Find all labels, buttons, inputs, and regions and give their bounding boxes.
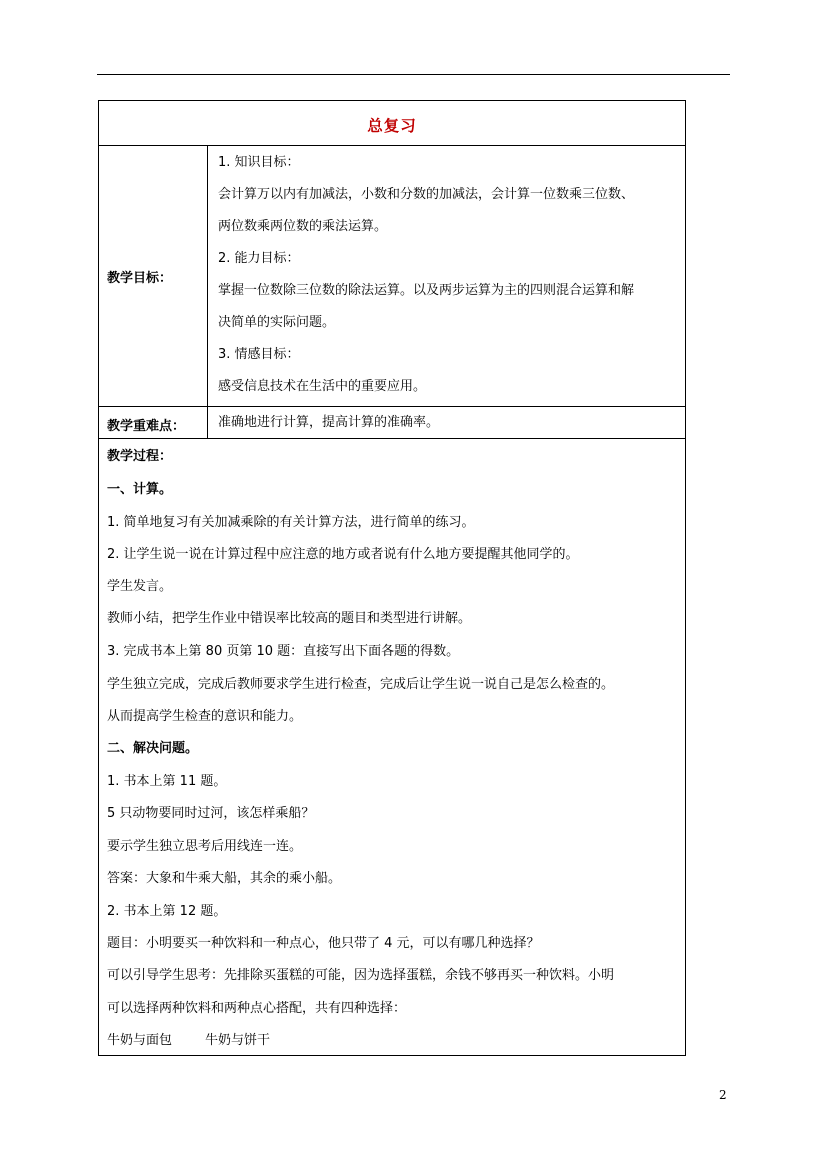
- process-line: 要示学生独立思考后用线连一连。: [107, 839, 303, 854]
- key-points-content: [208, 407, 685, 438]
- process-line: 答案：大象和牛乘大船，其余的乘小船。: [107, 871, 342, 886]
- process-line: 3. 完成书本上第 80 页第 10 题：直接写出下面各题的得数。: [107, 644, 460, 659]
- process-line: 学生发言。: [107, 579, 173, 594]
- goal-line: 两位数乘两位数的乘法运算。: [218, 219, 388, 234]
- process-line: 牛奶与面包 牛奶与饼干: [107, 1033, 271, 1048]
- process-line: 1. 简单地复习有关加减乘除的有关计算方法，进行简单的练习。: [107, 515, 475, 530]
- key-points-label: 教学重难点：: [107, 419, 186, 434]
- process-line: 2. 书本上第 12 题。: [107, 904, 227, 919]
- goal-line: 掌握一位数除三位数的除法运算。以及两步运算为主的四则混合运算和解: [218, 283, 635, 298]
- process-line: 学生独立完成，完成后教师要求学生进行检查，完成后让学生说一说自己是怎么检查的。: [107, 677, 615, 692]
- goal-line: 1. 知识目标：: [218, 155, 300, 170]
- process-line: 教师小结，把学生作业中错误率比较高的题目和类型进行讲解。: [107, 611, 472, 626]
- key-points-row: [99, 407, 685, 439]
- process-line: 1. 书本上第 11 题。: [107, 774, 227, 789]
- process-line: 2. 让学生说一说在计算过程中应注意的地方或者说有什么地方要提醒其他同学的。: [107, 547, 579, 562]
- page-title: 总复习: [367, 117, 417, 135]
- teaching-goals-row: [99, 146, 685, 407]
- section-heading-problem-solving: 二、解决问题。: [107, 741, 199, 756]
- process-line: 5 只动物要同时过河，该怎样乘船？: [107, 806, 315, 821]
- title-row: [99, 101, 685, 146]
- process-line: 题目：小明要买一种饮料和一种点心，他只带了 4 元，可以有哪几种选择？: [107, 936, 540, 951]
- lesson-plan-table: [98, 100, 686, 1056]
- process-line: 从而提高学生检查的意识和能力。: [107, 709, 303, 724]
- goal-line: 2. 能力目标：: [218, 251, 300, 266]
- page-number: 2: [719, 1088, 727, 1102]
- teaching-process-row: [99, 439, 685, 1055]
- process-line: 可以选择两种饮料和两种点心搭配，共有四种选择：: [107, 1001, 407, 1016]
- key-points-label-cell: [99, 407, 208, 438]
- process-line: 可以引导学生思考：先排除买蛋糕的可能，因为选择蛋糕，余钱不够再买一种饮料。小明: [107, 968, 615, 983]
- header-rule: [97, 74, 730, 75]
- teaching-goals-content: [208, 146, 685, 406]
- goal-line: 会计算万以内有加减法，小数和分数的加减法，会计算一位数乘三位数、: [218, 187, 635, 202]
- teaching-goals-label-cell: [99, 146, 208, 406]
- section-heading-calculation: 一、计算。: [107, 482, 173, 497]
- goal-line: 决简单的实际问题。: [218, 315, 336, 330]
- teaching-goals-label: 教学目标：: [107, 271, 173, 286]
- key-points-text: 准确地进行计算，提高计算的准确率。: [218, 415, 440, 430]
- goal-line: 3. 情感目标：: [218, 347, 300, 362]
- goal-line: 感受信息技术在生活中的重要应用。: [218, 379, 427, 394]
- process-heading: 教学过程：: [107, 449, 173, 464]
